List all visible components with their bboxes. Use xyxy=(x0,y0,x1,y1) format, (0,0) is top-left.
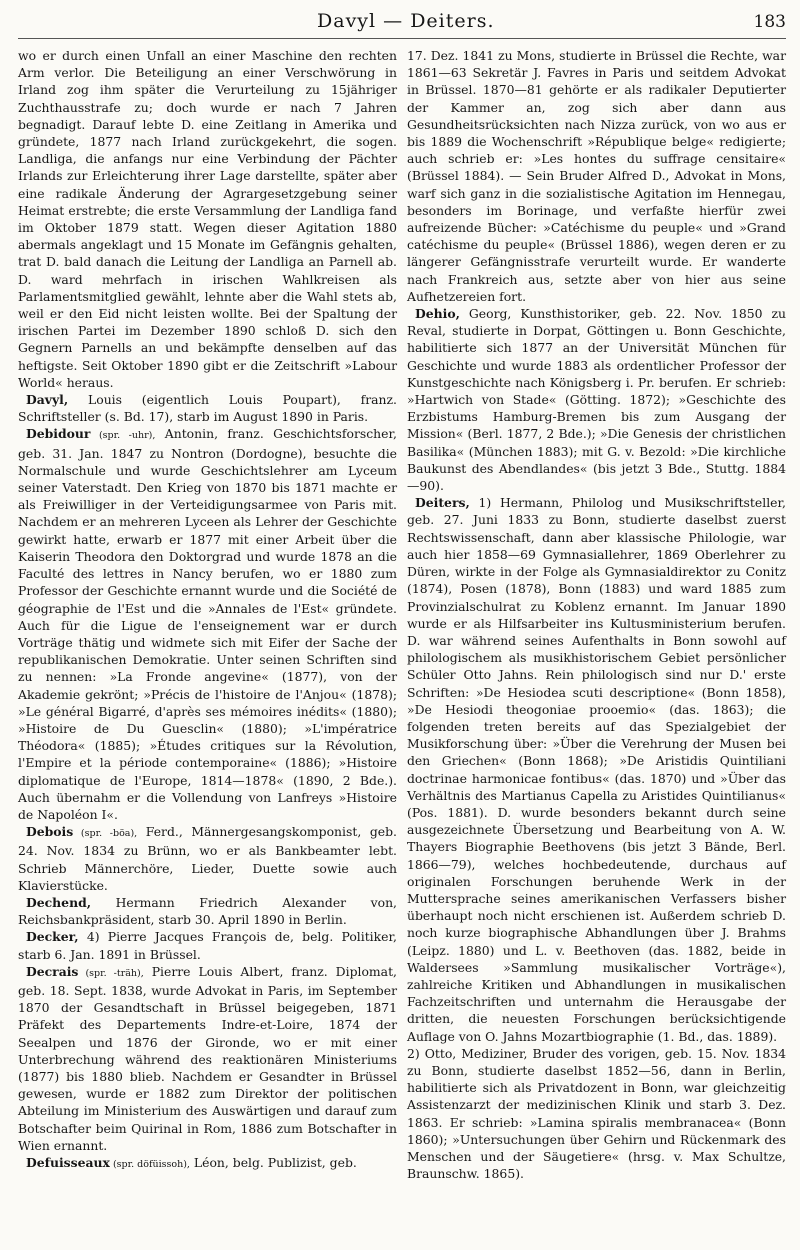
entry-text: Ferd., Männergesangskomponist, geb. 24. Nov. 1834 zu Brünn, wo er als Bankbeamter lebt. Schrieb Männerchöre, Lieder, Duette sowie auch Klavierstücke. xyxy=(18,824,397,893)
entry-headword: Decker, xyxy=(26,929,79,945)
entry-text: 4) Pierre Jacques François de, belg. Politiker, starb 6. Jan. 1891 in Brüssel. xyxy=(18,929,397,962)
entry-text: Hermann Friedrich Alexander von, Reichsbankpräsident, starb 30. April 1890 in Berlin. xyxy=(18,894,397,928)
dictionary-entry xyxy=(18,963,397,1154)
entry-text: 2) Otto, Mediziner, Bruder des vorigen, geb. 15. Nov. 1834 zu Bonn, studierte daselbst 1852—56, dann in Berlin, habilitierte sich als Privatdozent in Bonn, war gleichzeitig Assistenzarzt der medizinischen Klinik und starb 3. Dez. 1863. Er schrieb: »Lamina spiralis membranacea« (Bonn 1860); »Untersuchungen über Gehirn und Rückenmark des Menschen und der Säugetiere« (hrsg. v. Max Schultze, Braunschw. 1865). xyxy=(407,1045,786,1182)
entry-pronunciation: (spr. döfüissoh), xyxy=(109,1159,190,1170)
dictionary-entry xyxy=(18,894,397,928)
entry-headword: Dechend, xyxy=(26,894,92,910)
left-column xyxy=(18,47,397,1182)
continuation-paragraph xyxy=(407,47,786,305)
entry-text: 17. Dez. 1841 zu Mons, studierte in Brüssel die Rechte, war 1861—63 Sekretär J. Favres in Paris und seitdem Advokat in Brüssel. 1870—81 gehörte er als radikaler Deputierter der Kammer an, zog sich aber dann aus Gesundheitsrücksichten nach Nizza zurück, von wo aus er bis 1889 die Wochenschrift »République belge« redigierte; auch schrieb er: »Les hontes du suffrage censitaire« (Brüssel 1884). — Sein Bruder Alfred D., Advokat in Mons, warf sich ganz in die sozialistische Agitation im Hennegau, besonders im Borinage, und verfaßte hierfür zwei aufreizende Bücher: »Catéchisme du peuple« und »Grand catéchisme du peuple« (Brüssel 1886), wegen deren er zu längerer Gefängnisstrafe verurteilt wurde. Er wanderte nach Frankreich aus, setzte aber von hier aus seine Aufhetzereien fort. xyxy=(407,48,786,304)
entry-pronunciation: (spr. -böa), xyxy=(73,828,138,840)
entry-text: Antonin, franz. Geschichtsforscher, geb. 31. Jan. 1847 zu Nontron (Dordogne), besuchte die Normalschule und wurde Geschichtslehrer am Lyceum seiner Vaterstadt. Den Krieg von 1870 bis 1871 machte er als Freiwilliger in der Verteidigungsarmee von Paris mit. Nachdem er an mehreren Lyceen als Lehrer der Geschichte gewirkt hatte, erwarb er 1877 mit einer Arbeit über die Kaiserin Theodora den Doktorgrad und wurde 1878 an die Faculté des lettres in Nancy berufen, wo er 1880 zum Professor der Geschichte ernannt wurde und die Société de géographie de l'Est und die »Annales de l'Est« gründete. Auch für die Ligue de l'enseignement war er durch Vorträge thätig und widmete sich mit Eifer der Sache der republikanischen Demokratie. Unter seinen Schriften sind zu nennen: »La Fronde angevine« (1877), von der Akademie gekrönt; »Précis de l'histoire de l'Anjou« (1878); »Le général Bigarré, d'après ses mémoires inédits« (1880); »Histoire de Du Guesclin« (1880); »L'impératrice Théodora« (1885); »Études critiques sur la Révolution, l'Empire et la période contemporaine« (1886); »Histoire diplomatique de l'Europe, 1814—1878« (1890, 2 Bde.). Auch übernahm er die Vollendung von Lanfreys »Histoire de Napoléon I«. xyxy=(18,426,397,822)
entry-headword: Davyl, xyxy=(26,392,69,408)
running-title: Davyl — Deiters. xyxy=(317,10,495,32)
entry-headword: Decrais xyxy=(26,963,79,979)
dictionary-entry xyxy=(18,928,397,962)
entry-headword: Defuisseaux xyxy=(26,1155,110,1170)
dictionary-entry xyxy=(18,425,397,823)
dictionary-entry xyxy=(18,391,397,425)
text-columns xyxy=(18,47,786,1182)
entry-pronunciation: (spr. -träh), xyxy=(78,967,144,979)
entry-text: Pierre Louis Albert, franz. Diplomat, geb. 18. Sept. 1838, wurde Advokat in Paris, im September 1870 der Gesandtschaft in Brüssel beigegeben, 1871 Präfekt des Departements Indre-et-Loire, 1874 der Seealpen und 1876 der Gironde, wo er mit einer Unterbrechung während des reaktionären Ministeriums (1877) bis 1880 blieb. Nachdem er Gesandter in Brüssel gewesen, wurde er 1882 zum Direktor der politischen Abteilung im Ministerium des Auswärtigen und darauf zum Botschafter beim Quirinal in Rom, 1886 zum Botschafter in Wien ernannt. xyxy=(18,963,397,1153)
entry-pronunciation: (spr. -uhr), xyxy=(90,430,156,442)
dictionary-entry xyxy=(18,823,397,894)
entry-headword: Debidour xyxy=(26,426,91,442)
continuation-paragraph xyxy=(407,1045,786,1183)
dictionary-entry xyxy=(407,494,786,1045)
entry-text: Louis (eigentlich Louis Poupart), franz. Schriftsteller (s. Bd. 17), starb im August 1890 in Paris. xyxy=(18,392,397,425)
page-header xyxy=(18,10,786,39)
entry-text: Léon, belg. Publizist, geb. xyxy=(189,1155,357,1170)
entry-text: wo er durch einen Unfall an einer Maschine den rechten Arm verlor. Die Beteiligung an einer Verschwörung in Irland zog ihm später die Verurteilung zu 15jähriger Zuchthausstrafe zu; doch wurde er nach 7 Jahren begnadigt. Darauf lebte D. eine Zeitlang in Amerika und gründete, 1877 nach Irland zurückgekehrt, die sogen. Landliga, die anfangs nur eine Verbindung der Pächter Irlands zur Erleichterung ihrer Lage darstellte, später aber eine radikale Änderung der Agrargesetzgebung seiner Heimat erstrebte; die erste Versammlung der Landliga fand im Oktober 1879 statt. Wegen dieser Agitation 1880 abermals angeklagt und 15 Monate im Gefängnis gehalten, trat D. bald danach die Leitung der Landliga an Parnell ab. D. ward mehrfach in irischen Wahlkreisen als Parlamentsmitglied gewählt, lehnte aber die Wahl stets ab, weil er den Eid nicht leisten wollte. Bei der Spaltung der irischen Partei im Dezember 1890 schloß D. sich den Gegnern Parnells an und bekämpfte denselben auf das heftigste. Seit Oktober 1890 gibt er die Zeitschrift »Labour World« heraus. xyxy=(18,48,397,390)
entry-headword: Dehio, xyxy=(415,306,460,322)
entry-text: Georg, Kunsthistoriker, geb. 22. Nov. 1850 zu Reval, studierte in Dorpat, Göttingen u. Bonn Geschichte, habilitierte sich 1877 an der Universität München für Geschichte und wurde 1883 als ordentlicher Professor der Kunstgeschichte nach Königsberg i. Pr. berufen. Er schrieb: »Hartwich von Stade« (Götting. 1872); »Geschichte des Erzbistums Hamburg-Bremen bis zum Ausgang der Mission« (Berl. 1877, 2 Bde.); »Die Genesis der christlichen Basilika« (München 1883); mit G. v. Bezold: »Die kirchliche Baukunst des Abendlandes« (bis jetzt 3 Bde., Stuttg. 1884—90). xyxy=(407,306,786,494)
entry-headword: Deiters, xyxy=(415,495,470,511)
page-number: 183 xyxy=(753,12,786,32)
dictionary-entry xyxy=(407,305,786,494)
dictionary-entry xyxy=(18,1154,397,1173)
right-column xyxy=(407,47,786,1182)
entry-text: 1) Hermann, Philolog und Musikschriftsteller, geb. 27. Juni 1833 zu Bonn, studierte daselbst zuerst Rechtswissenschaft, dann aber klassische Philologie, war auch hier 1858—69 Gymnasiallehrer, 1869 Oberlehrer zu Düren, wirkte in der Folge als Gymnasialdirektor zu Conitz (1874), Posen (1878), Bonn (1883) und ward 1885 zum Provinzialschulrat zu Koblenz ernannt. Im Januar 1890 wurde er als Hilfsarbeiter ins Kultusministerium berufen. D. war während seines Aufenthalts in Bonn sowohl auf philologischem als musikhistorischem Gebiet persönlicher Schüler Otto Jahns. Rein philologisch sind nur D.' erste Schriften: »De Hesiodea scuti descriptione« (Bonn 1858), »De Hesiodi theogoniae prooemio« (das. 1863); die folgenden treten bereits auf das Spezialgebiet der Musikforschung über: »Über die Verehrung der Musen bei den Griechen« (Bonn 1868); »De Aristidis Quintiliani doctrinae harmonicae fontibus« (das. 1870) und »Über das Verhältnis des Martianus Capella zu Aristides Quintilianus« (Pos. 1881). D. wurde besonders bekannt durch seine ausgezeichnete Übersetzung und Bearbeitung von A. W. Thayers Biographie Beethovens (bis jetzt 3 Bände, Berl. 1866—79), welches hochbedeutende, durchaus auf originalen Forschungen beruhende Werk in der Muttersprache seines amerikanischen Verfassers bisher überhaupt noch nicht erschienen ist. Außerdem schrieb D. noch kurze biographische Abhandlungen über J. Brahms (Leipz. 1880) und L. v. Beethoven (das. 1882, beide in Waldersees »Sammlung musikalischer Vorträge«), zahlreiche Kritiken und Abhandlungen in musikalischen Fachzeitschriften und unternahm die Herausgabe der dritten, die neuesten Forschungen berücksichtigende Auflage von O. Jahns Mozartbiographie (1. Bd., das. 1889). xyxy=(407,495,786,1044)
continuation-paragraph xyxy=(18,47,397,391)
entry-headword: Debois xyxy=(26,824,74,840)
